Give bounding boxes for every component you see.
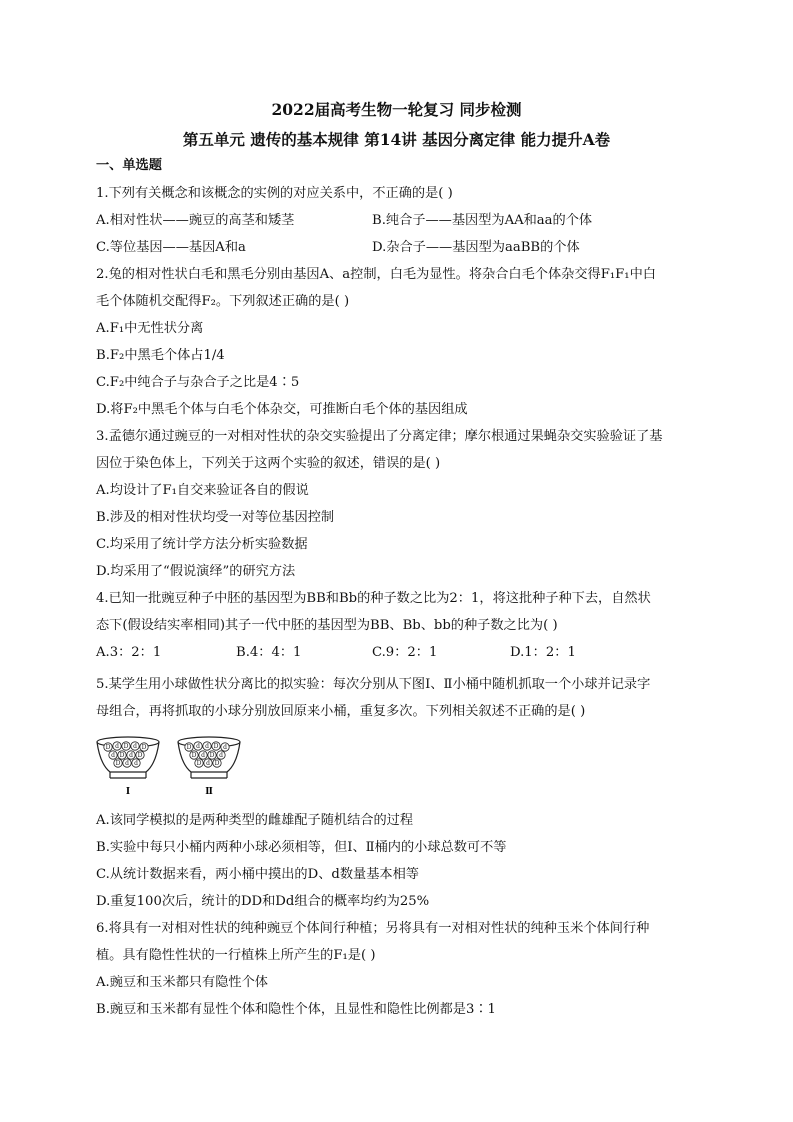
bucket-figure (96, 732, 276, 802)
q4-option-d: D.1：2：1 (510, 645, 576, 660)
q4-stem-line1: 4.已知一批豌豆种子中胚的基因型为BB和Bb的种子数之比为2：1，将这批种子种下去，自然状 (96, 591, 651, 606)
doc-title: 2022届高考生物一轮复习 同步检测 (271, 100, 522, 119)
svg-text:D: D (119, 752, 125, 759)
q2-option-a: A.F₁中无性状分离 (96, 321, 204, 336)
svg-text:D: D (123, 743, 129, 750)
q1-option-b: B.纯合子——基因型为AA和aa的个体 (372, 213, 593, 228)
svg-text:D: D (214, 760, 220, 767)
q2-option-d: D.将F₂中黑毛个体与白毛个体杂交，可推断白毛个体的基因组成 (96, 402, 468, 417)
q4-stem-line2: 态下(假设结实率相同)其子一代中胚的基因型为BB、Bb、bb的种子数之比为( ) (96, 618, 558, 633)
svg-text:D: D (191, 752, 197, 759)
q5-option-c: C.从统计数据来看，两小桶中摸出的D、d数量基本相等 (96, 867, 419, 882)
q5-stem-line1: 5.某学生用小球做性状分离比的拟实验：每次分别从下图Ⅰ、Ⅱ小桶中随机抓取一个小球并记录字 (96, 677, 651, 692)
svg-text:d: d (129, 752, 133, 759)
q1-option-c: C.等位基因——基因A和a (96, 240, 246, 255)
section-heading: 一、单选题 (96, 158, 162, 173)
svg-text:d: d (111, 752, 115, 759)
svg-text:D: D (105, 744, 111, 751)
bucket-1-icon (97, 737, 159, 778)
q5-stem-line2: 母组合，再将抓取的小球分别放回原来小桶，重复多次。下列相关叙述不正确的是( ) (96, 704, 586, 719)
q1-option-d: D.杂合子——基因型为aaBB的个体 (372, 240, 580, 255)
svg-text:d: d (206, 760, 210, 767)
q3-option-a: A.均设计了F₁自交来验证各自的假说 (96, 483, 309, 498)
svg-text:d: d (133, 743, 137, 750)
q2-option-c: C.F₂中纯合子与杂合子之比是4∶5 (96, 375, 300, 390)
q6-option-a: A.豌豆和玉米都只有隐性个体 (96, 975, 268, 990)
q5-option-a: A.该同学模拟的是两种类型的雌雄配子随机结合的过程 (96, 813, 414, 828)
svg-text:D: D (137, 752, 143, 759)
q4-option-b: B.4：4：1 (236, 645, 302, 660)
q3-stem-line2: 因位于染色体上，下列关于这两个实验的叙述，错误的是( ) (96, 456, 441, 471)
q2-option-b: B.F₂中黑毛个体占1/4 (96, 348, 225, 363)
q3-option-d: D.均采用了“假说演绎”的研究方法 (96, 564, 296, 579)
svg-text:d: d (205, 743, 209, 750)
svg-text:d: d (125, 760, 129, 767)
svg-text:d: d (115, 743, 119, 750)
svg-text:D: D (141, 744, 147, 751)
svg-text:D: D (186, 744, 192, 751)
svg-text:d: d (201, 752, 205, 759)
svg-text:d: d (219, 752, 223, 759)
svg-text:d: d (196, 743, 200, 750)
svg-text:D: D (213, 743, 219, 750)
q6-stem-line2: 植。具有隐性性状的一行植株上所产生的F₁是( ) (96, 948, 376, 963)
q3-stem-line1: 3.孟德尔通过豌豆的一对相对性状的杂交实验提出了分离定律；摩尔根通过果蝇杂交实验验证了基 (96, 429, 663, 444)
q6-stem-line1: 6.将具有一对相对性状的纯种豌豆个体间行种植；另将具有一对相对性状的纯种玉米个体间行种 (96, 921, 650, 936)
doc-subtitle: 第五单元 遗传的基本规律 第14讲 基因分离定律 能力提升A卷 (182, 130, 611, 149)
svg-text:d: d (223, 744, 227, 751)
svg-text:D: D (196, 760, 202, 767)
q2-stem-line2: 毛个体随机交配得F₂。下列叙述正确的是( ) (96, 294, 350, 309)
q3-option-c: C.均采用了统计学方法分析实验数据 (96, 537, 308, 552)
q6-option-b: B.豌豆和玉米都有显性个体和隐性个体，且显性和隐性比例都是3∶1 (96, 1002, 496, 1017)
q4-option-a: A.3：2：1 (96, 645, 162, 660)
svg-text:d: d (134, 760, 138, 767)
bucket-2-icon (178, 737, 240, 778)
q5-option-d: D.重复100次后，统计的DD和Dd组合的概率均约为25% (96, 894, 430, 909)
q2-stem-line1: 2.兔的相对性状白毛和黑毛分别由基因A、a控制，白毛为显性。将杂合白毛个体杂交得F₁F₁中白 (96, 267, 656, 282)
svg-text:D: D (209, 752, 215, 759)
q1-stem: 1.下列有关概念和该概念的实例的对应关系中，不正确的是( ) (96, 186, 453, 201)
q5-option-b: B.实验中每只小桶内两种小球必须相等，但Ⅰ、Ⅱ桶内的小球总数可不等 (96, 840, 507, 855)
bucket-1-label: Ⅰ (125, 787, 131, 797)
svg-text:D: D (115, 760, 121, 767)
bucket-2-label: Ⅱ (205, 787, 213, 797)
q4-option-c: C.9：2：1 (372, 645, 438, 660)
q3-option-b: B.涉及的相对性状均受一对等位基因控制 (96, 510, 335, 525)
q1-option-a: A.相对性状——豌豆的高茎和矮茎 (96, 213, 295, 228)
